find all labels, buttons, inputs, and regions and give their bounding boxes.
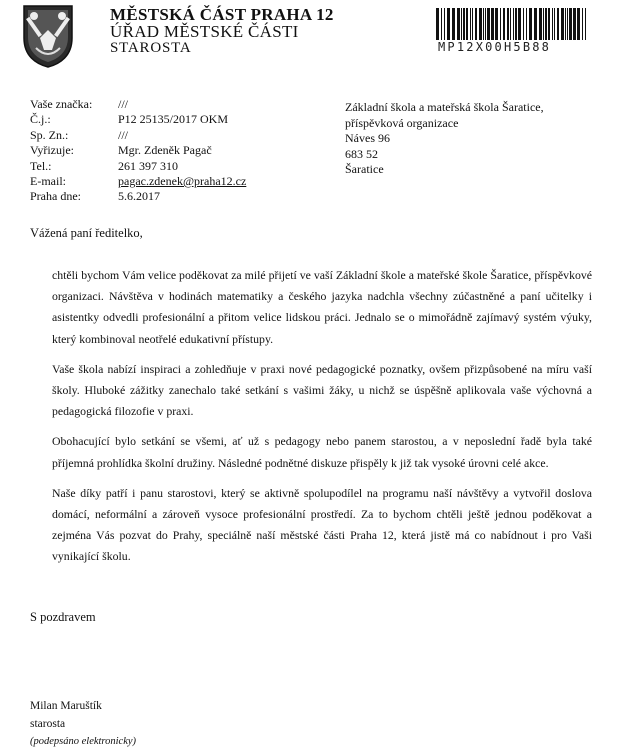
barcode-bar [534, 8, 537, 40]
body-paragraph: chtěli bychom Vám velice poděkovat za milé přijetí ve vaší Základní škole a mateřské škole Šaratice, příspěvkové organizaci. Návštěva v hodinách matematiky a českého jazyka nadchla všechny zúčastněné a paní učitelky i asistentky odvedli profesionální a přitom velice lidskou práci. Jednalo se o mimořádně zajímavý systém výuky, který kombinoval neotřelé edukativní přístupy. [52, 268, 592, 346]
meta-label: Vyřizuje: [30, 143, 74, 158]
barcode-bar [577, 8, 580, 40]
meta-value: /// [118, 127, 129, 142]
meta-value: /// [118, 97, 129, 111]
barcode-bar [565, 8, 566, 40]
email-link[interactable]: pagac.zdenek@praha12.cz [118, 174, 247, 189]
meta-row [30, 97, 246, 112]
body-paragraph: Naše díky patří i panu starostovi, který se aktivně spolupodílel na programu naší návštěvy a vytvořil doslova domácí, neformální a zároveň vysoce profesionální prostředí. Za to bychom chtěli ještě jednou poděkovat a zejména Vás pozvat do Prahy, speciálně naší městské části Praha 12, která jistě má co nabídnout i pro Vaši vynikající školu. [52, 485, 592, 564]
barcode-bar [503, 8, 505, 40]
barcode-bar [518, 8, 521, 40]
barcode-bar [507, 8, 509, 40]
signature-block [30, 697, 136, 751]
meta-value: P12 25135/2017 OKM [118, 112, 229, 127]
issuer-office: ÚŘAD MĚSTSKÉ ČÁSTI [110, 22, 299, 41]
meta-label: Vaše značka: [30, 97, 93, 111]
barcode-bar [515, 8, 517, 40]
meta-label: Praha dne: [30, 189, 81, 204]
meta-value: 5.6.2017 [118, 189, 160, 204]
barcode-bar [457, 8, 460, 40]
barcode-bar [529, 8, 532, 40]
meta-label: Č.j.: [30, 112, 51, 127]
barcode-bar [543, 8, 544, 40]
barcode-bar [526, 8, 527, 40]
barcode-bar [557, 8, 559, 40]
barcode-bar [479, 8, 482, 40]
coat-of-arms-logo [22, 4, 74, 68]
issuer-role: STAROSTA [110, 40, 192, 56]
barcode-bar [475, 8, 477, 40]
meta-row [30, 143, 246, 158]
barcode-bar [461, 8, 462, 40]
meta-label: Tel.: [30, 158, 52, 173]
barcode-bar [472, 8, 473, 40]
closing: S pozdravem [30, 610, 96, 624]
meta-row [30, 159, 246, 174]
barcode [436, 8, 586, 40]
barcode-bar [491, 8, 494, 40]
body-paragraph: Obohacující bylo setkání se všemi, ať už s pedagogy nebo panem starostou, a v neposlední řadě byla také příjemná prohlídka školní družiny. Následné podnětné diskuze přispěly k již tak vysoké úrovni celé akce. [52, 434, 592, 470]
barcode-bar [495, 8, 498, 40]
barcode-bar [463, 8, 465, 40]
barcode-bar [561, 8, 564, 40]
salutation: Vážená paní ředitelko, [30, 226, 143, 240]
recipient-address [345, 100, 544, 178]
barcode-bar [510, 8, 511, 40]
signer-name: Milan Maruštík [30, 700, 102, 712]
barcode-bar [441, 8, 442, 40]
barcode-bar [552, 8, 553, 40]
barcode-bar [554, 8, 555, 40]
issuer-name: MĚSTSKÁ ČÁST PRAHA 12 [110, 5, 334, 24]
barcode-bar [545, 8, 547, 40]
meta-row [30, 128, 246, 143]
meta-label: Sp. Zn.: [30, 127, 69, 142]
issuer-header [110, 6, 334, 57]
barcode-bar [548, 8, 550, 40]
recipient-line: příspěvková organizace [345, 115, 459, 130]
meta-row [30, 112, 246, 127]
barcode-bar [585, 8, 586, 40]
meta-value: Mgr. Zdeněk Pagač [118, 143, 212, 158]
recipient-line: 683 52 [345, 146, 378, 161]
barcode-bar [582, 8, 583, 40]
barcode-bar [452, 8, 455, 40]
barcode-bar [470, 8, 471, 40]
barcode-bar [483, 8, 484, 40]
barcode-bar [447, 8, 450, 40]
meta-label: E-mail: [30, 174, 66, 189]
barcode-bar [444, 8, 445, 40]
barcode-bar [485, 8, 486, 40]
recipient-line: Šaratice [345, 162, 384, 177]
barcode-bar [436, 8, 439, 40]
barcode-bar [567, 8, 568, 40]
meta-value: 261 397 310 [118, 158, 178, 173]
barcode-bar [513, 8, 514, 40]
barcode-bar [539, 8, 542, 40]
letter-body [52, 265, 592, 577]
signature-note: (podepsáno elektronicky) [30, 736, 137, 747]
meta-row [30, 189, 246, 204]
recipient-line: Náves 96 [345, 131, 390, 146]
barcode-bar [569, 8, 572, 40]
body-paragraph: Vaše škola nabízí inspiraci a zohledňuje v praxi nové pedagogické poznatky, ovšem přizpůsobené na míru vaší školy. Hluboké zážitky zanechalo také setkání s vašimi žáky, u nichž se úspěšně aplikovala vaše výchovná a pedagogická filozofie v praxi. [52, 361, 592, 419]
barcode-bar [573, 8, 576, 40]
recipient-line: Základní škola a mateřská škola Šaratice, [345, 100, 544, 114]
barcode-bar [523, 8, 524, 40]
signer-title: starosta [30, 718, 66, 730]
barcode-text: MP12X00H5B88 [438, 40, 552, 54]
barcode-bar [500, 8, 501, 40]
reference-block [30, 97, 246, 205]
barcode-bar [466, 8, 468, 40]
meta-row [30, 174, 246, 189]
barcode-bar [487, 8, 490, 40]
